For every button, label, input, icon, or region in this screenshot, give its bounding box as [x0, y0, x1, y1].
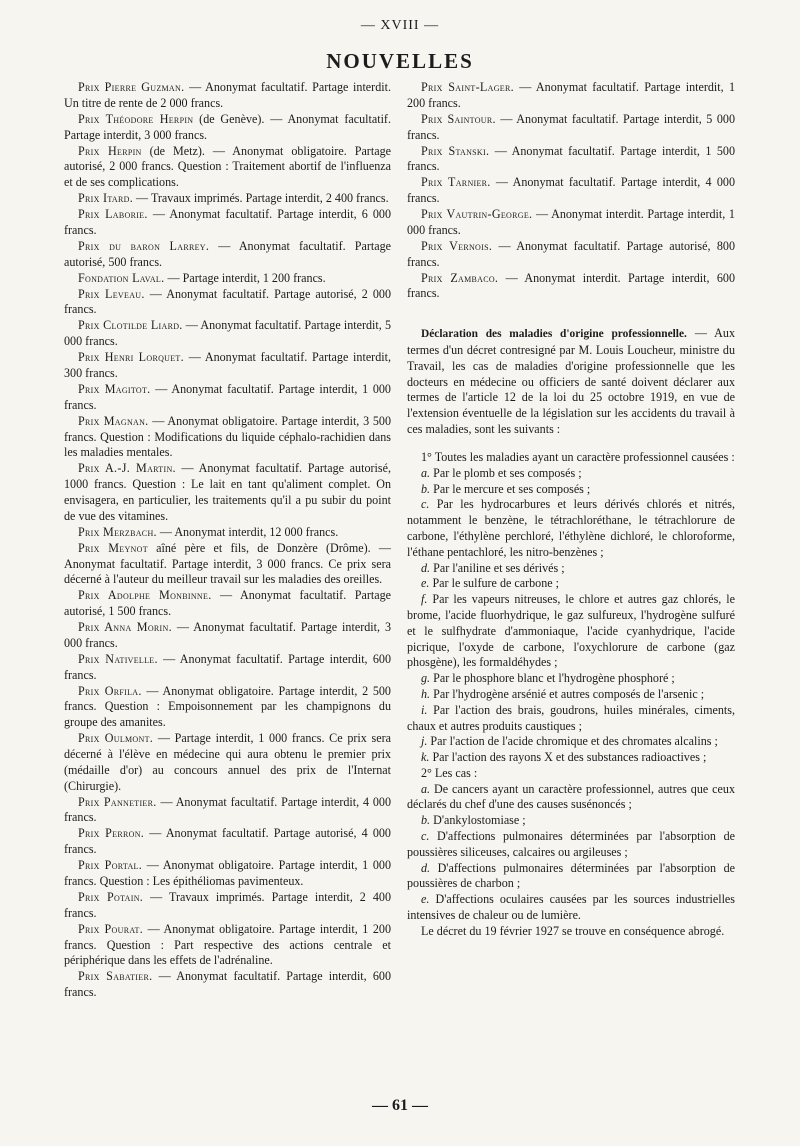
prize-name: Prix Sabatier. [78, 969, 153, 984]
prize-name: Prix Pannetier. [78, 794, 157, 809]
prize-details: (de Metz). — Anonymat obligatoire. Partage autorisé, 2 000 francs. Question : Traitement abortif de l'influenza et de ses complications. [64, 143, 391, 190]
prize-details: — Anonymat facultatif. Partage autorisé, 2 000 francs. [64, 286, 391, 317]
item-text: De cancers ayant un caractère professionnel, autres que ceux déclarés du chef d'une des causes susénoncés ; [407, 781, 736, 812]
prize-name: Prix Laborie. [78, 207, 148, 222]
declaration-intro: — Aux termes d'un décret contresigné par M. Louis Loucheur, ministre du Travail, les cas de maladies d'origine professionnelle que les docteurs en médecine ou officiers de santé doivent déclarer aux termes de l'article 12 de la loi du 25 octobre 1919, en vue de l'extension éventuelle de la législation sur les accidents du travail à ces maladies, sont les suivants : [407, 326, 736, 437]
prize-name: Prix Anna Morin. [78, 620, 172, 635]
item-text: Par l'action des brais, goudrons, huiles minérales, ciments, chaux et autres produits caustiques ; [407, 702, 735, 733]
item-text: Par l'action de l'acide chromique et des chromates alcalins ; [430, 734, 718, 749]
prize-entry [64, 80, 391, 112]
prize-entry [64, 588, 391, 620]
item-text: D'affections pulmonaires déterminées par l'absorption de poussières de charbon ; [407, 860, 735, 891]
item-letter: e. [421, 576, 430, 591]
prize-entry [64, 795, 391, 827]
prize-details: — Travaux imprimés. Partage interdit, 2 400 francs. [64, 889, 391, 920]
prize-entry [64, 191, 391, 207]
prize-details: — Anonymat facultatif. Partage interdit, 6 000 francs. [64, 207, 391, 237]
prize-details: — Anonymat facultatif. Partage autorisé, 800 francs. [407, 238, 735, 269]
prize-name: Prix Vautrin-George. [421, 207, 533, 222]
prize-entry [407, 80, 735, 112]
prize-details: — Anonymat facultatif. Partage interdit, 5 000 francs. [407, 111, 735, 142]
declaration-item [407, 829, 735, 861]
item-letter: a. [421, 465, 431, 480]
prize-entry [64, 239, 391, 271]
prize-details: — Anonymat obligatoire. Partage interdit, 1 200 francs. Question : Part respective des actions centrale et périphérique dans les effets de l'adrénaline. [64, 921, 391, 968]
declaration-part2: 2° Les cas : [421, 765, 478, 780]
prize-entry [64, 620, 391, 652]
item-text: Par le sulfure de carbone ; [432, 576, 560, 591]
prize-details: — Partage interdit, 1 000 francs. Ce prix sera décerné à l'élève en médecine qui aura obtenu le premier prix (médaille d'or) au concours annuel des prix de l'Internat (Chirurgie). [64, 731, 392, 793]
prize-name: Prix Itard. [78, 191, 134, 206]
left-column [64, 80, 391, 1001]
prize-name: Prix Perron. [78, 826, 145, 841]
prize-name: Prix Merzbach. [78, 524, 157, 539]
declaration-item [407, 861, 735, 893]
prize-entry [64, 414, 391, 461]
prize-name: Prix Stanski. [421, 143, 490, 158]
prize-name: Prix Oulmont. [78, 731, 154, 746]
prize-name: Prix Magitot. [78, 382, 151, 397]
item-letter: b. [421, 813, 431, 828]
prize-entry [407, 112, 735, 144]
prize-details: — Anonymat interdit, 12 000 francs. [159, 524, 339, 539]
item-text: D'affections oculaires causées par les sources industrielles intensives de chaleur ou de lumière. [407, 892, 735, 923]
prize-details: — Anonymat facultatif. Partage interdit, 4 000 francs. [64, 794, 391, 825]
prize-details: — Anonymat facultatif. Partage autorisé, 1000 francs. Question : Le lait en tant qu'aliment complet. On envisagera, en particulier, les traitements qu'il a pu subir du point de vue des vitamines. [64, 461, 391, 523]
prize-entry [64, 652, 391, 684]
prize-name: Prix Zambaco. [421, 270, 499, 285]
prize-details: — Anonymat facultatif. Partage autorisé, 500 francs. [64, 238, 392, 269]
prize-entry [64, 731, 391, 794]
prize-name: Prix Tarnier. [421, 175, 491, 190]
prize-entry [64, 112, 391, 144]
prize-name: Prix Magnan. [78, 413, 149, 428]
prize-entry [64, 969, 391, 1001]
item-letter: c. [421, 497, 430, 512]
item-letter: a. [421, 781, 431, 796]
prize-details: — Anonymat facultatif. Partage interdit, 300 francs. [64, 350, 392, 381]
prize-details: — Anonymat facultatif. Partage autorisé, 1 500 francs. [64, 588, 391, 619]
right-prize-list [407, 80, 735, 302]
declaration-item [407, 592, 735, 671]
prize-name: Prix Saintour. [421, 111, 496, 126]
prize-name: Prix Adolphe Monbinne. [78, 588, 212, 603]
item-letter: c. [421, 829, 430, 844]
declaration-item [407, 813, 735, 829]
prize-entry [64, 318, 391, 350]
prize-details: — Anonymat obligatoire. Partage interdit, 1 000 francs. Question : Les épithéliomas pavimenteux. [64, 858, 391, 888]
prize-details: — Anonymat interdit. Partage interdit, 1 000 francs. [407, 207, 735, 237]
declaration-item [407, 687, 735, 703]
prize-entry [64, 207, 391, 239]
prize-entry [64, 541, 391, 588]
item-text: Par l'aniline et ses dérivés ; [433, 560, 565, 575]
item-text: Par le phosphore blanc et l'hydrogène phosphoré ; [433, 671, 675, 686]
prize-details: — Anonymat obligatoire. Partage interdit, 2 500 francs. Question : Empoisonnement par les champignons du groupe des amanites. [64, 683, 391, 730]
prize-entry [407, 239, 735, 271]
item-letter: f. [421, 592, 428, 607]
prize-name: Prix Pierre Guzman. [78, 80, 185, 94]
item-letter: j. [421, 734, 428, 749]
prize-entry [64, 350, 391, 382]
declaration-item [407, 482, 735, 498]
item-text: Par les hydrocarbures et leurs dérivés chlorés et nitrés, notamment le benzène, le tétrachloréthane, le tétrachlorure de carbone, l'éthylène perchloré, l'éthylène dichloré, le chloroforme, l'éthane pentachloré, les nitro-benzènes ; [407, 497, 735, 559]
declaration-item [407, 892, 735, 924]
declaration-item [407, 671, 735, 687]
declaration-paragraph [407, 326, 735, 438]
prize-name: Fondation Laval. [78, 270, 165, 285]
declaration-heading: Déclaration des maladies d'origine professionnelle. [421, 328, 687, 341]
prize-details: — Anonymat facultatif. Partage interdit, 1 200 francs. [407, 80, 735, 110]
prize-entry [64, 525, 391, 541]
item-letter: b. [421, 481, 431, 496]
prize-name: Prix du baron Larrey. [78, 238, 210, 253]
prize-details: — Anonymat facultatif. Partage interdit, 4 000 francs. [407, 175, 735, 206]
prize-details: — Travaux imprimés. Partage interdit, 2 400 francs. [136, 191, 389, 206]
item-text: Par l'hydrogène arsénié et autres composés de l'arsenic ; [433, 686, 705, 701]
prize-name: Prix Meynot [78, 540, 148, 555]
item-letter: e. [421, 892, 430, 907]
prize-details: — Anonymat facultatif. Partage interdit, 1 000 francs. [64, 382, 391, 412]
prize-details: aîné père et fils, de Donzère (Drôme). — Anonymat facultatif. Partage interdit, 3 000 francs. Ce prix sera décerné à l'auteur du meilleur travail sur les maladies des oreilles. [64, 540, 391, 587]
prize-details: — Anonymat facultatif. Partage interdit, 1 500 francs. [407, 143, 735, 174]
declaration-item [407, 561, 735, 577]
prize-entry [407, 175, 735, 207]
item-letter: k. [421, 750, 430, 765]
prize-details: — Anonymat interdit. Partage interdit, 600 francs. [407, 270, 735, 301]
item-text: Par le plomb et ses composés ; [433, 465, 582, 480]
prize-details: (de Genève). — Anonymat facultatif. Partage interdit, 3 000 francs. [64, 111, 391, 142]
item-letter: d. [421, 560, 431, 575]
prize-name: Prix Leveau. [78, 286, 145, 301]
prize-details: — Anonymat facultatif. Partage interdit, 3 000 francs. [64, 620, 391, 650]
item-letter: g. [421, 671, 431, 686]
prize-name: Prix Orfila. [78, 683, 142, 698]
declaration-part1: 1° Toutes les maladies ayant un caractère professionnel causées : [421, 449, 735, 464]
prize-name: Prix Nativelle. [78, 651, 158, 666]
item-letter: d. [421, 860, 431, 875]
prize-entry [64, 826, 391, 858]
declaration-item [407, 734, 735, 750]
prize-entry [64, 271, 391, 287]
prize-entry [407, 144, 735, 176]
prize-name: Prix Saint-Lager. [421, 80, 514, 94]
item-letter: h. [421, 686, 431, 701]
prize-entry [64, 922, 391, 969]
prize-details: — Partage interdit, 1 200 francs. [167, 270, 326, 285]
declaration-item [407, 576, 735, 592]
right-column [407, 80, 735, 940]
page-number: — 61 — [372, 1097, 428, 1114]
declaration-items1 [407, 466, 735, 766]
item-text: Par l'action des rayons X et des substances radioactives ; [432, 750, 707, 765]
declaration-item [407, 497, 735, 560]
prize-entry [64, 382, 391, 414]
item-letter: i. [421, 702, 428, 717]
prize-entry [64, 890, 391, 922]
prize-details: — Anonymat facultatif. Partage interdit, 600 francs. [64, 969, 392, 1000]
prize-entry [64, 858, 391, 890]
prize-details: — Anonymat facultatif. Partage interdit. Un titre de rente de 2 000 francs. [64, 80, 391, 110]
prize-entry [407, 271, 735, 303]
prize-details: — Anonymat obligatoire. Partage interdit, 3 500 francs. Question : Modifications du liquide céphalo-rachidien dans les maladies mentales. [64, 413, 391, 460]
prize-name: Prix Théodore Herpin [78, 111, 194, 126]
declaration-item [407, 782, 735, 814]
prize-details: — Anonymat facultatif. Partage interdit, 5 000 francs. [64, 318, 392, 349]
item-text: Par le mercure et ses composés ; [433, 481, 591, 496]
prize-name: Prix Herpin [78, 143, 142, 158]
prize-name: Prix Portal. [78, 858, 143, 873]
prize-entry [64, 461, 391, 524]
declaration-item [407, 703, 735, 735]
prize-name: Prix Vernois. [421, 238, 493, 253]
prize-entry [64, 287, 391, 319]
prize-details: — Anonymat facultatif. Partage autorisé, 4 000 francs. [64, 826, 391, 857]
prize-entry [407, 207, 735, 239]
item-text: D'ankylostomiase ; [433, 813, 526, 828]
prize-name: Prix Henri Lorquet. [78, 350, 184, 365]
declaration-items2 [407, 782, 735, 924]
page-header-roman: — XVIII — [360, 18, 440, 33]
section-title: NOUVELLES [326, 49, 474, 73]
declaration-closing: Le décret du 19 février 1927 se trouve en conséquence abrogé. [421, 923, 725, 938]
prize-name: Prix Pourat. [78, 921, 144, 936]
item-text: Par les vapeurs nitreuses, le chlore et autres gaz chlorés, le brome, l'acide fluorhydrique, le gaz sulfureux, l'hydrogène sulfuré et le sulfhydrate d'ammoniaque, l'acide cyanhydrique, l'acide picrique, l'oxyde de carbone, l'oxychlorure de carbone (gaz phosgène), les formaldéhydes ; [407, 592, 735, 670]
declaration-section [407, 326, 735, 939]
declaration-item [407, 466, 735, 482]
prize-name: Prix Clotilde Liard. [78, 318, 183, 333]
prize-details: — Anonymat facultatif. Partage interdit, 600 francs. [64, 651, 391, 682]
prize-name: Prix Potain. [78, 889, 144, 904]
item-text: D'affections pulmonaires déterminées par l'absorption de poussières siliceuses, calcaires ou argileuses ; [407, 829, 735, 859]
prize-entry [64, 684, 391, 731]
declaration-item [407, 750, 735, 766]
prize-name: Prix A.-J. Martin. [78, 461, 176, 476]
prize-entry [64, 144, 391, 191]
